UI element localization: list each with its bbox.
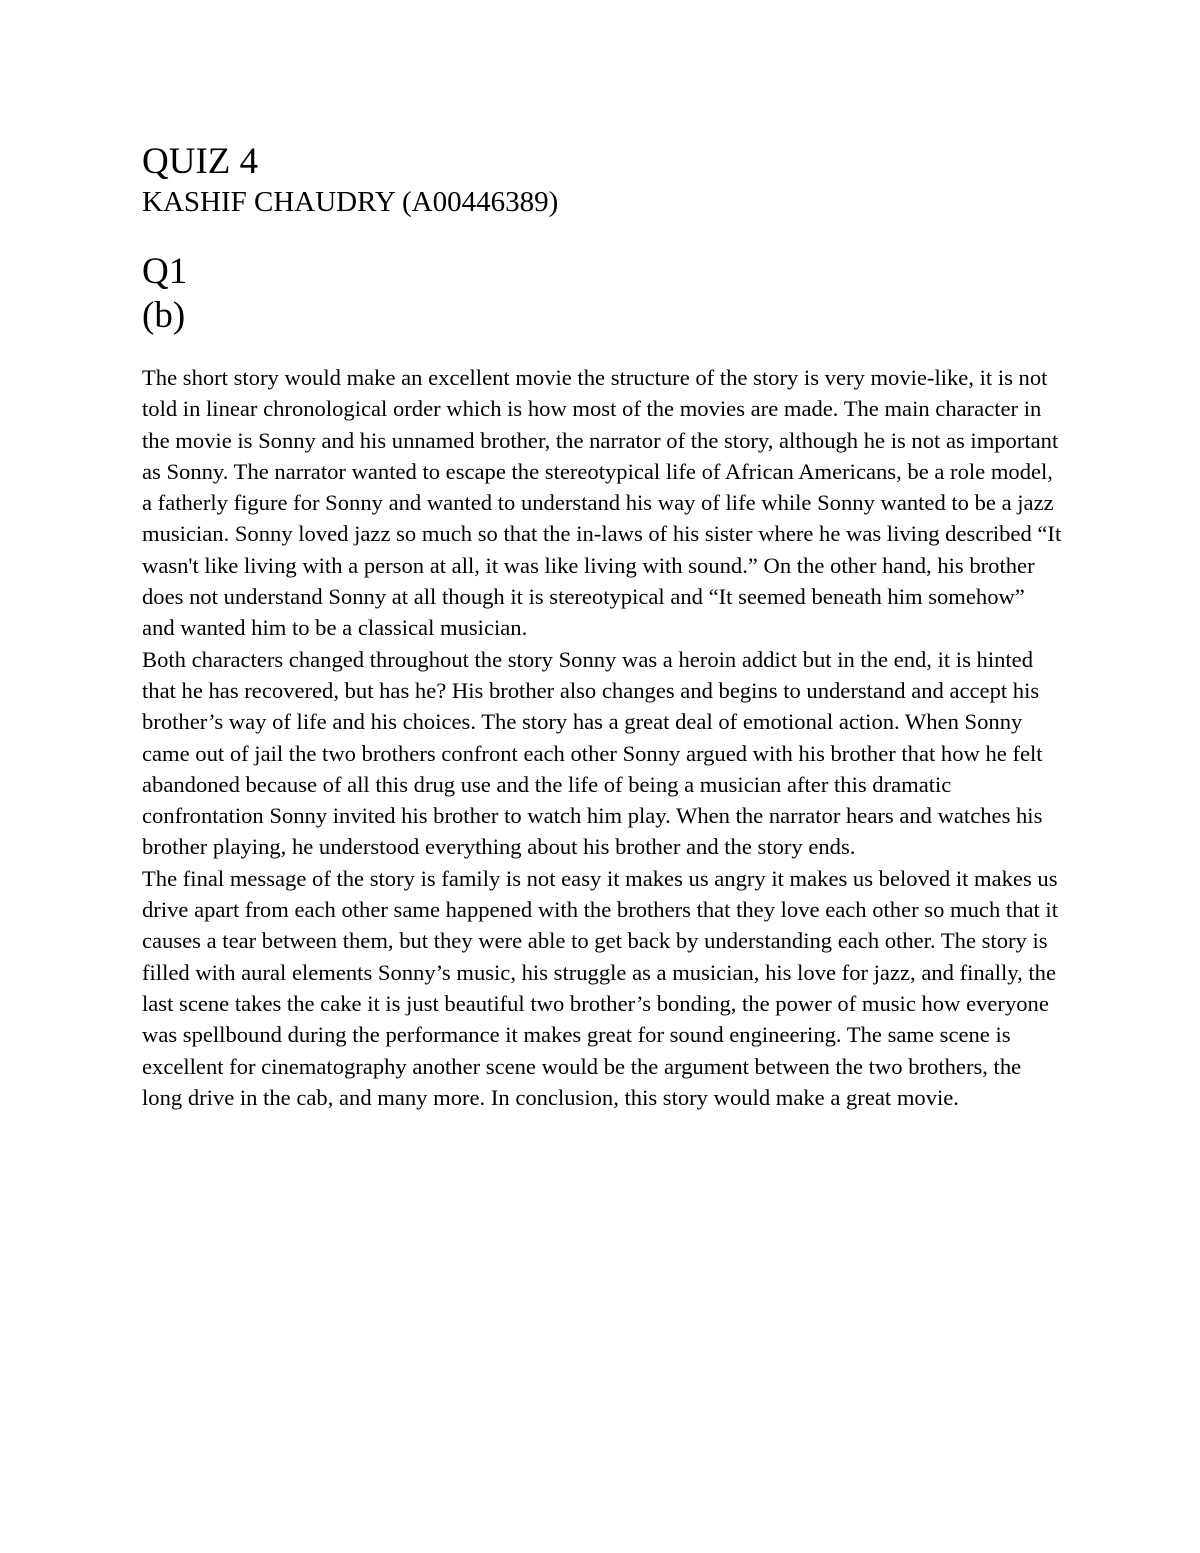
paragraph-1: The short story would make an excellent movie the structure of the story is very movie-like, it is not told in linear chronological order which is how most of the movies are made. The main character in the movie is Sonny and his unnamed brother, the narrator of the story, although he is not as important as Sonny. The narrator wanted to escape the stereotypical life of African Americans, be a role model, a fatherly figure for Sonny and wanted to understand his way of life while Sonny wanted to be a jazz musician. Sonny loved jazz so much so that the in-laws of his sister where he was living described “It wasn't like living with a person at all, it was like living with sound.” On the other hand, his brother does not understand Sonny at all though it is stereotypical and “It seemed beneath him somehow” and wanted him to be a classical musician. bbox=[142, 365, 1062, 641]
author-line: KASHIF CHAUDRY (A00446389) bbox=[142, 186, 559, 218]
paragraph-3: The final message of the story is family is not easy it makes us angry it makes us beloved it makes us drive apart from each other same happened with the brothers that they love each other so much that it causes a tear between them, but they were able to get back by understanding each other. The story is filled with aural elements Sonny’s music, his struggle as a musician, his love for jazz, and finally, the last scene takes the cake it is just beautiful two brother’s bonding, the power of music how everyone was spellbound during the performance it makes great for sound engineering. The same scene is excellent for cinematography another scene would be the argument between the two brothers, the long drive in the cab, and many more. In conclusion, this story would make a great movie. bbox=[142, 865, 1058, 1110]
document-title: QUIZ 4 bbox=[142, 141, 259, 182]
answer-body bbox=[142, 362, 1062, 1113]
question-number: Q1 bbox=[142, 251, 188, 292]
question-part: (b) bbox=[142, 295, 186, 336]
paragraph-2: Both characters changed throughout the story Sonny was a heroin addict but in the end, it is hinted that he has recovered, but has he? His brother also changes and begins to understand and accept his brother’s way of life and his choices. The story has a great deal of emotional action. When Sonny came out of jail the two brothers confront each other Sonny argued with his brother that how he felt abandoned because of all this drug use and the life of being a musician after this dramatic confrontation Sonny invited his brother to watch him play. When the narrator hears and watches his brother playing, he understood everything about his brother and the story ends. bbox=[142, 646, 1043, 860]
document-page bbox=[142, 140, 1062, 1113]
